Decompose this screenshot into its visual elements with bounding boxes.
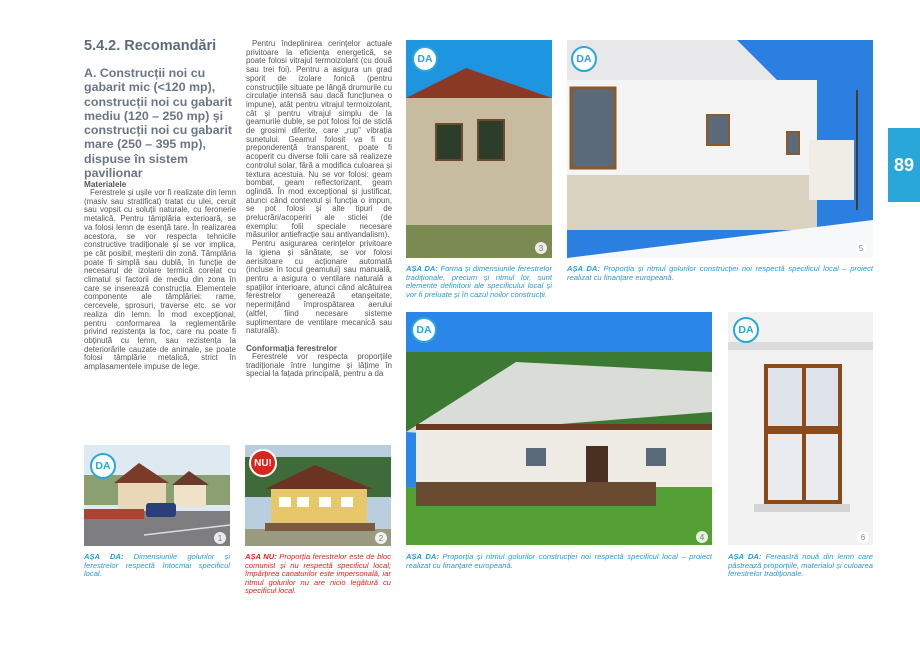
page-number-tab <box>888 128 920 202</box>
nu-badge: NU! <box>249 449 277 477</box>
page-number: 89 <box>893 154 915 175</box>
caption-3-label: AȘA DA: <box>406 264 438 273</box>
caption-6-text: Fereastră nouă din lemn care păstrează proporțiile, materialul și culoarea ferestrelor tradiționale. <box>728 552 873 579</box>
caption-3-text: Forma și dimensiunile ferestrelor tradiționale, precum și ritmul lor, sunt elemente definitorii ale specificului local și vor fi preluate și în cazul noilor construcții. <box>406 264 552 299</box>
photo-number-1: 1 <box>214 532 226 544</box>
text-column-2 <box>246 40 392 379</box>
caption-6 <box>728 553 873 579</box>
caption-4 <box>406 553 712 570</box>
photo-number-3: 3 <box>535 242 547 254</box>
subheading: A. Construcții noi cu gabarit mic (<120 mp), construcții noi cu gabarit mediu (120 – 250 mp) și construcții noi cu gabarit mare (250 – 395 mp), dispuse în sistem pavilionar <box>84 66 233 181</box>
section-title: 5.4.2. Recomandări <box>84 38 217 54</box>
photo-number-4: 4 <box>696 531 708 543</box>
photo-6-image <box>728 312 873 545</box>
caption-5-text: Proporția și ritmul golurilor construcției noi respectă specificul local – proiect realizat cu finanțare europeană. <box>567 264 873 282</box>
caption-5-label: AȘA DA: <box>567 264 600 273</box>
photo-5-white-house <box>567 40 873 258</box>
materials-column <box>84 180 236 372</box>
photo-6-wooden-window <box>728 312 873 545</box>
photo-number-2: 2 <box>375 532 387 544</box>
da-badge: DA <box>90 453 116 479</box>
materials-text: Ferestrele și ușile vor fi realizate din lemn (masiv sau stratificat) tratat cu ulei, ceruit sau vopsit cu soluții naturale, cu feronerie metalică. Pentru tâmplăria exterioară, se va folosi lemn de esență tare. În realizarea acestora, se vor respecta tehnicile constructive tradiționale și se vor implica, pe cât posibil, meșterii din zonă. Tâmplăria poate fi simplă sau dublă, în funcție de necesarul de izolare termică corelat cu climatul și factorii de mediu din zona în care se inserează construcția. Elementele componente ale tâmplăriei: rame, cercevele, șprosuri, traverse etc. se vor realiza din lemn. În mod excepțional, pentru conformarea la reglementările privind rezistența la foc, care nu poate fi obținută cu lemn, sau rezistența la deteriorările cauzate de animale, se poate folosi tâmplărie metalică, strict în amplasamentele impuse de lege. <box>84 188 236 372</box>
da-badge: DA <box>412 46 438 72</box>
caption-4-text: Proporția și ritmul golurilor construcției noi respectă specificul local – proiect realizat cu finanțare europeană. <box>406 552 712 570</box>
photo-4-large-building <box>406 312 712 545</box>
photo-4-image <box>406 312 712 545</box>
da-badge: DA <box>411 317 437 343</box>
photo-5-image <box>567 40 873 258</box>
caption-1 <box>84 553 230 579</box>
window-conformation-heading: Conformația ferestrelor <box>246 343 337 353</box>
photo-3-image <box>406 40 552 258</box>
caption-5 <box>567 265 873 282</box>
photo-1-street-houses <box>84 445 230 546</box>
caption-6-label: AȘA DA: <box>728 552 762 561</box>
caption-1-text: Dimensiunile golurilor și ferestrelor respectă întocmai specificul local. <box>84 552 231 579</box>
photo-number-5: 5 <box>855 242 867 254</box>
da-badge: DA <box>733 317 759 343</box>
photo-number-6: 6 <box>857 531 869 543</box>
caption-2 <box>245 553 391 596</box>
photo-2-modern-house <box>245 445 391 546</box>
caption-3 <box>406 265 552 299</box>
photo-3-stone-house <box>406 40 552 258</box>
caption-1-label: AȘA DA: <box>84 552 124 561</box>
caption-2-label: AȘA NU: <box>245 552 277 561</box>
caption-4-label: AȘA DA: <box>406 552 439 561</box>
caption-2-text: Proporția ferestrelor este de bloc comunist și nu respectă specificul local; împărțirea canaturilor este impersonală, iar ritmul golurilor nu are nicio legătură cu specificul local. <box>245 552 391 596</box>
materials-heading: Materialele <box>84 180 127 189</box>
glazing-text: Pentru îndeplinirea cerințelor actuale privitoare la eficiența energetică, se poate folosi vitrajul termoizolant (cu două sau trei foi). Pentru a asigura un grad sporit de izolare fonică (pentru construcțiile situate pe lângă drumurile cu circulație intensă sau dacă funcțiunea o impune), atât pentru vitrajul termoizolant, cât și pentru vitrajul simplu de la geamurile duble, se pot folosi foi de sticlă de grosimi diferite, care „rup” vibrația sunetului. Geamul folosit va fi cu preponderență transparent, poate fi acoperit cu diverse folii care să realizeze controlul solar, fără a modifica culoarea și textura acestuia. Nu se vor folosi: geam bombat, geam reflectorizant, geam oglindă. În mod excepțional și justificat, atunci când contextul și funcția o impun, se pot folosi și alte tipuri de prelucrări/acoperiri ale sticlei (de exemplu: folii speciale necesare măsurilor antiefracție sau antivandalism). <box>246 39 392 240</box>
window-conformation-text: Ferestrele vor respecta proporțiile tradiționale între lungime și lățime în special la fațada principală, pentru a da <box>246 351 392 379</box>
ventilation-text: Pentru asigurarea cerințelor privitoare la igiena și sănătate, se vor folosi aerisitoare cu acționare automată (incluse în tocul geamului) sau manuală, pentru a asigura o ventilare naturală a spațiilor interioare, atunci când alcătuirea ferestrelor generează etanșeitate, nepermițând împrospătarea aerului (altfel, fiind necesare sisteme suplimentare de ventilare mecanică sau naturală). <box>246 239 392 336</box>
da-badge: DA <box>571 46 597 72</box>
